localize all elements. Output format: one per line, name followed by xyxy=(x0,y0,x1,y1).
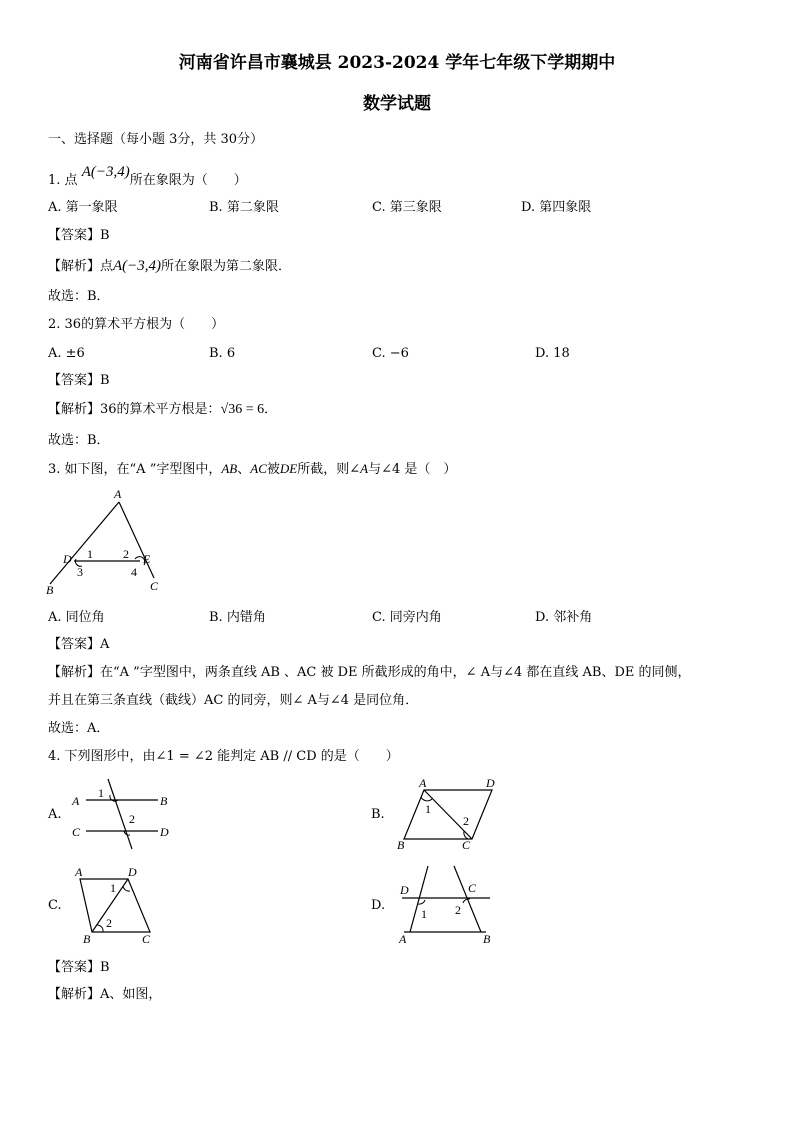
q3-label-a: A xyxy=(114,487,122,501)
q1-analysis: 【解析】点A(−3,4)所在象限为第二象限． xyxy=(48,258,292,274)
q3-analysis-line2: 并且在第三条直线（截线）AC 的同旁，则∠ A与∠4 是同位角． xyxy=(48,693,419,708)
q4-figure-a xyxy=(68,775,178,850)
q3-option-a[interactable]: A. 同位角 xyxy=(48,610,105,625)
q4d-label-d: D xyxy=(400,883,409,897)
q4a-angle-2: 2 xyxy=(129,812,135,826)
q2-option-b[interactable]: B. 6 xyxy=(209,346,236,361)
q4-option-a[interactable]: A. xyxy=(48,807,62,822)
page-title: 河南省许昌市襄城县 2023-2024 学年七年级下学期期中 xyxy=(178,53,616,73)
q4d-label-a: A xyxy=(399,932,407,946)
q3-label-b: B xyxy=(46,583,54,597)
q3-label-d: D xyxy=(63,552,72,566)
q4a-label-b: B xyxy=(160,794,168,808)
q3-angle-1: 1 xyxy=(87,547,93,561)
q1-answer: 【答案】B xyxy=(48,228,110,243)
q4a-label-a: A xyxy=(72,794,80,808)
q4d-label-c: C xyxy=(468,881,477,895)
page-subtitle: 数学试题 xyxy=(363,94,431,114)
q4b-label-d: D xyxy=(486,776,495,790)
q4d-angle-2: 2 xyxy=(455,903,461,917)
q3-label-e: E xyxy=(143,552,151,566)
q4-option-c[interactable]: C. xyxy=(48,898,62,913)
q2-option-c[interactable]: C. −6 xyxy=(372,346,409,361)
q4c-angle-1: 1 xyxy=(110,881,116,895)
q4c-label-a: A xyxy=(75,865,83,879)
q4c-angle-2: 2 xyxy=(106,916,112,930)
q1-option-a[interactable]: A. 第一象限 xyxy=(48,200,118,215)
q4c-label-b: B xyxy=(83,932,91,946)
q4a-label-c: C xyxy=(72,825,81,839)
q4b-label-c: C xyxy=(462,838,471,852)
q4b-angle-1: 1 xyxy=(425,802,431,816)
q3-analysis-line1: 【解析】在“A ”字型图中，两条直线 AB 、AC 被 DE 所截形成的角中，∠ A与∠4 都在直线 AB、DE 的同侧， xyxy=(48,665,691,680)
q4b-label-a: A xyxy=(419,776,427,790)
q1-option-b[interactable]: B. 第二象限 xyxy=(209,200,279,215)
q3-angle-4: 4 xyxy=(131,565,137,579)
q2-option-a[interactable]: A. ±6 xyxy=(48,346,85,361)
q2-option-d[interactable]: D. 18 xyxy=(535,346,570,361)
q2-answer: 【答案】B xyxy=(48,373,110,388)
q3-option-d[interactable]: D. 邻补角 xyxy=(535,610,593,625)
q4c-label-c: C xyxy=(142,932,151,946)
q4b-label-b: B xyxy=(397,838,405,852)
q3-figure xyxy=(44,486,174,598)
q3-answer: 【答案】A xyxy=(48,637,110,652)
q4d-angle-1: 1 xyxy=(421,907,427,921)
q3-angle-2: 2 xyxy=(123,547,129,561)
q2-analysis: 【解析】36的算术平方根是：√36 = 6． xyxy=(48,402,278,417)
q4d-label-b: B xyxy=(483,932,491,946)
question-2-stem: 2. 36的算术平方根为（ ） xyxy=(48,317,225,332)
q4a-label-d: D xyxy=(160,825,169,839)
q1-option-d[interactable]: D. 第四象限 xyxy=(521,200,592,215)
q4-option-b[interactable]: B. xyxy=(371,807,385,822)
q4-option-d[interactable]: D. xyxy=(371,898,386,913)
q4-analysis: 【解析】A、如图， xyxy=(48,987,162,1002)
q3-angle-3: 3 xyxy=(77,565,83,579)
q1-option-c[interactable]: C. 第三象限 xyxy=(372,200,442,215)
q3-option-b[interactable]: B. 内错角 xyxy=(209,610,266,625)
question-1-stem: 1. 点 A(−3,4)所在象限为（ ） xyxy=(48,164,247,188)
q4-figure-c xyxy=(70,862,170,947)
question-3-stem: 3. 如下图，在“A ”字型图中，AB、AC被DE所截，则∠A与∠4 是（ ） xyxy=(48,461,457,477)
question-4-stem: 4. 下列图形中，由∠1 = ∠2 能判定 AB // CD 的是（ ） xyxy=(48,749,399,764)
q4a-angle-1: 1 xyxy=(98,786,104,800)
q2-conclusion: 故选：B． xyxy=(48,433,110,448)
q4-figure-d xyxy=(394,864,504,949)
q4c-label-d: D xyxy=(128,865,137,879)
q4-figure-b xyxy=(394,773,504,853)
q3-label-c: C xyxy=(150,579,159,593)
q1-conclusion: 故选：B． xyxy=(48,289,110,304)
section-heading: 一、选择题（每小题 3分，共 30分） xyxy=(48,132,264,147)
q4-answer: 【答案】B xyxy=(48,960,110,975)
q4b-angle-2: 2 xyxy=(463,814,469,828)
q3-option-c[interactable]: C. 同旁内角 xyxy=(372,610,442,625)
q3-conclusion: 故选：A． xyxy=(48,721,110,736)
